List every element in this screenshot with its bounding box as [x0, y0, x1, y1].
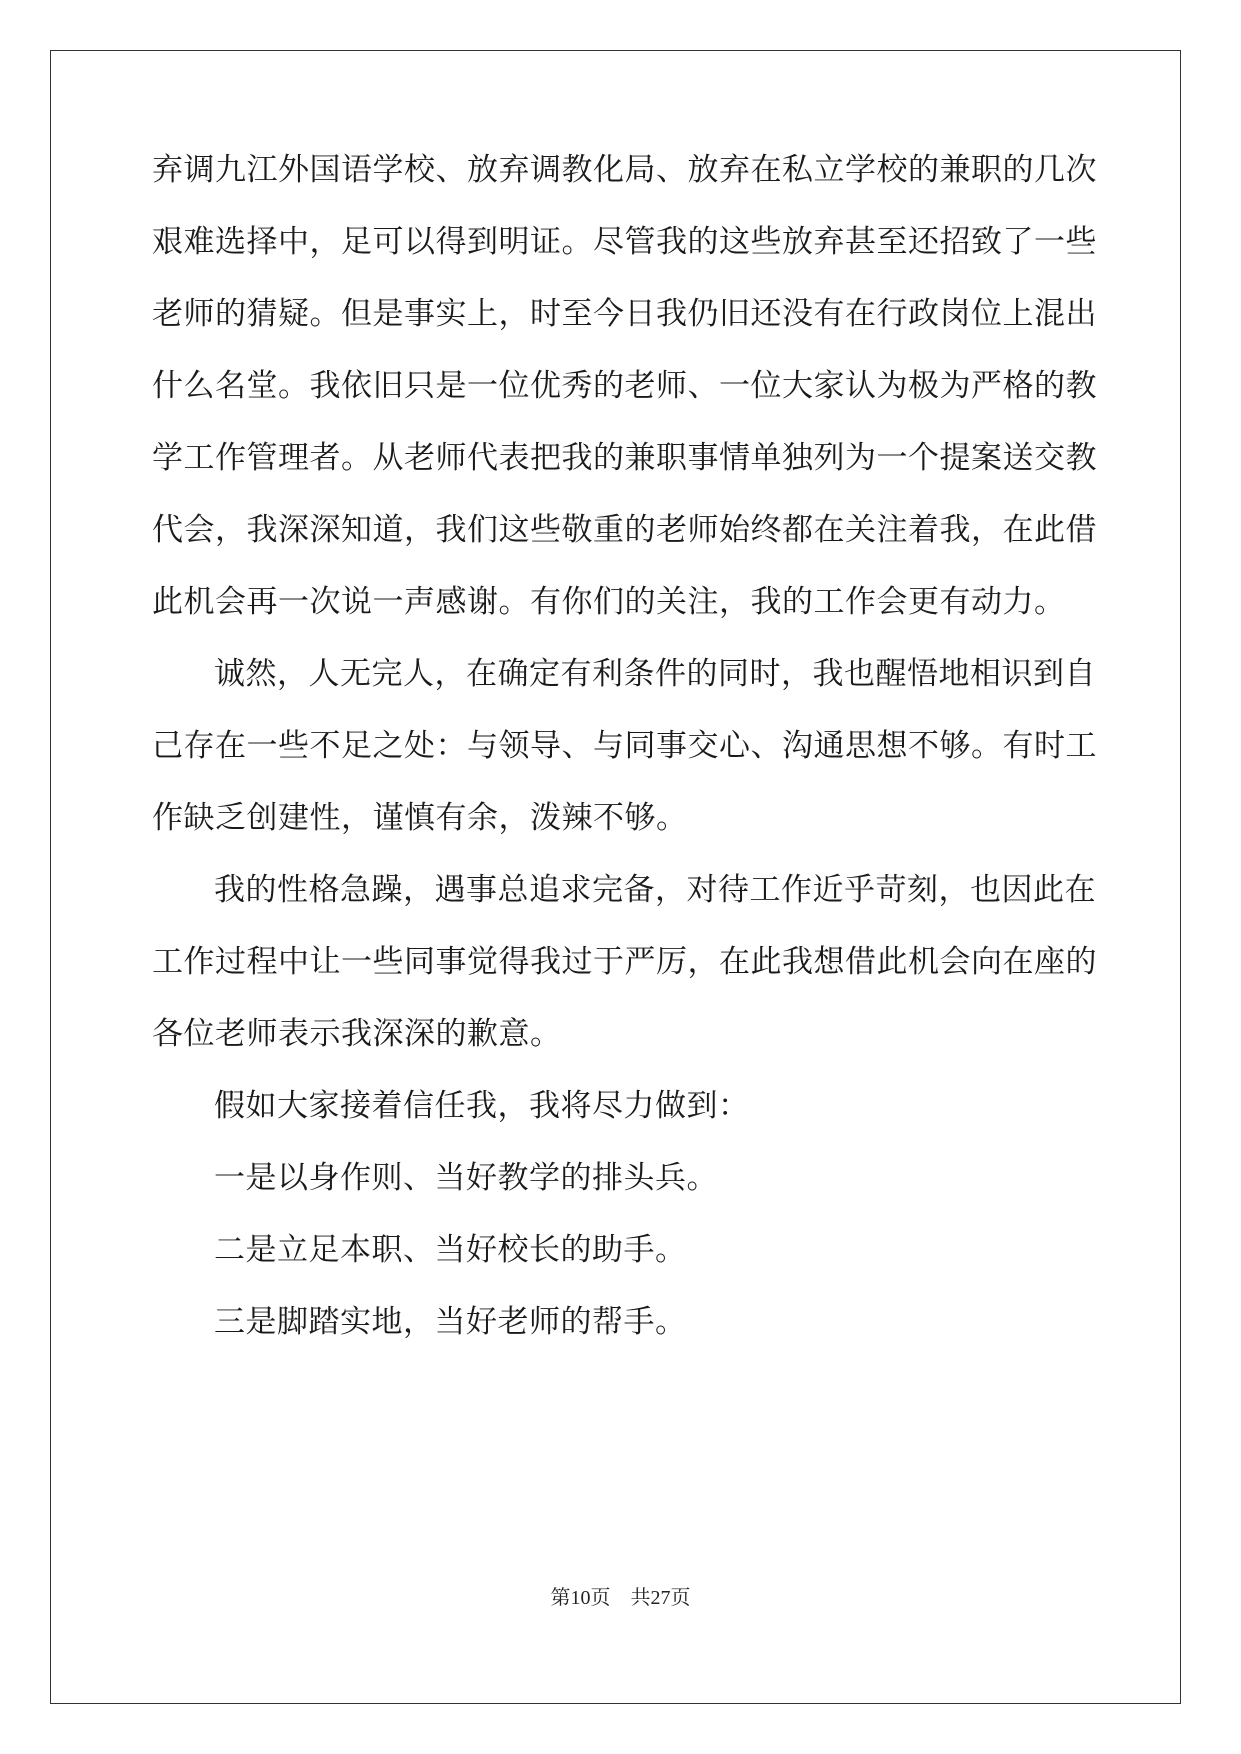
current-page-label: 第10页 — [550, 1587, 611, 1609]
paragraph-line: 代会，我深深知道，我们这些敬重的老师始终都在关注着我，在此借 — [152, 512, 1097, 548]
paragraph-line: 各位老师表示我深深的歉意。 — [152, 1016, 562, 1052]
paragraph-line: 三是脚踏实地，当好老师的帮手。 — [214, 1304, 687, 1340]
paragraph-line: 弃调九江外国语学校、放弃调教化局、放弃在私立学校的兼职的几次 — [152, 152, 1097, 188]
paragraph-line: 诚然，人无完人，在确定有利条件的同时，我也醒悟地相识到自 — [214, 656, 1096, 692]
paragraph-line: 学工作管理者。从老师代表把我的兼职事情单独列为一个提案送交教 — [152, 440, 1097, 476]
paragraph-line: 一是以身作则、当好教学的排头兵。 — [214, 1160, 718, 1196]
page-number-footer — [0, 1586, 1241, 1610]
total-pages-label: 共27页 — [630, 1587, 691, 1609]
paragraph-line: 工作过程中让一些同事觉得我过于严厉，在此我想借此机会向在座的 — [152, 944, 1097, 980]
paragraph-line: 此机会再一次说一声感谢。有你们的关注，我的工作会更有动力。 — [152, 584, 1066, 620]
paragraph-line: 什么名堂。我依旧只是一位优秀的老师、一位大家认为极为严格的教 — [152, 368, 1097, 404]
paragraph-line: 假如大家接着信任我，我将尽力做到： — [214, 1088, 750, 1124]
paragraph-line: 二是立足本职、当好校长的助手。 — [214, 1232, 687, 1268]
paragraph-line: 老师的猜疑。但是事实上，时至今日我仍旧还没有在行政岗位上混出 — [152, 296, 1097, 332]
paragraph-line: 作缺乏创建性，谨慎有余，泼辣不够。 — [152, 800, 688, 836]
paragraph-line: 我的性格急躁，遇事总追求完备，对待工作近乎苛刻，也因此在 — [214, 872, 1096, 908]
paragraph-line: 艰难选择中，足可以得到明证。尽管我的这些放弃甚至还招致了一些 — [152, 224, 1097, 260]
paragraph-line: 己存在一些不足之处：与领导、与同事交心、沟通思想不够。有时工 — [152, 728, 1097, 764]
